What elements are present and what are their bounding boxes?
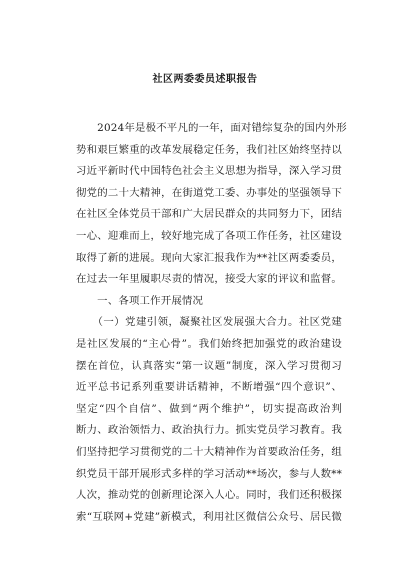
section-heading: 一、各项工作开展情况 (76, 294, 204, 307)
document-body (76, 118, 347, 528)
body-line: 是社区发展的“主心骨”。我们始终把加强党的政治建设 (76, 337, 342, 350)
body-line: 取得了新的进展。现向大家汇报我作为**社区两委委员， (76, 251, 342, 264)
body-line: 一心、迎难而上，较好地完成了各项工作任务，社区建设 (76, 229, 342, 242)
body-line: 人次，推动党的创新理论深入人心。同时，我们还积极探 (76, 489, 342, 502)
body-line: 断力、政治领悟力、政治执行力。抓实党员学习教育。我 (76, 424, 342, 437)
body-line: 势和艰巨繁重的改革发展稳定任务，我们社区始终坚持以 (76, 143, 342, 156)
body-line: 索“互联网+党建”新模式，利用社区微信公众号、居民微 (76, 510, 342, 523)
body-line: 坚定“四个自信”、做到“两个维护”，切实提高政治判 (76, 402, 342, 415)
document-title: 社区两委委员述职报告 (152, 74, 258, 85)
body-line: 近平总书记系列重要讲话精神，不断增强“四个意识”、 (76, 381, 342, 394)
body-line: 摆在首位，认真落实“第一议题”制度，深入学习贯彻习 (76, 359, 342, 372)
body-line: 们坚持把学习贯彻党的二十大精神作为首要政治任务，组 (76, 445, 342, 458)
body-line: 在过去一年里履职尽责的情况，接受大家的评议和监督。 (76, 273, 342, 286)
body-line: 彻党的二十大精神，在街道党工委、办事处的坚强领导下 (76, 186, 342, 199)
body-line: 2024年是极不平凡的一年，面对错综复杂的国内外形 (76, 122, 347, 134)
body-line: 在社区全体党员干部和广大居民群众的共同努力下，团结 (76, 208, 342, 221)
body-line: 习近平新时代中国特色社会主义思想为指导，深入学习贯 (76, 165, 342, 178)
body-line: （一）党建引领，凝聚社区发展强大合力。社区党建 (76, 316, 342, 329)
body-line: 织党员干部开展形式多样的学习活动**场次，参与人数** (76, 467, 342, 480)
